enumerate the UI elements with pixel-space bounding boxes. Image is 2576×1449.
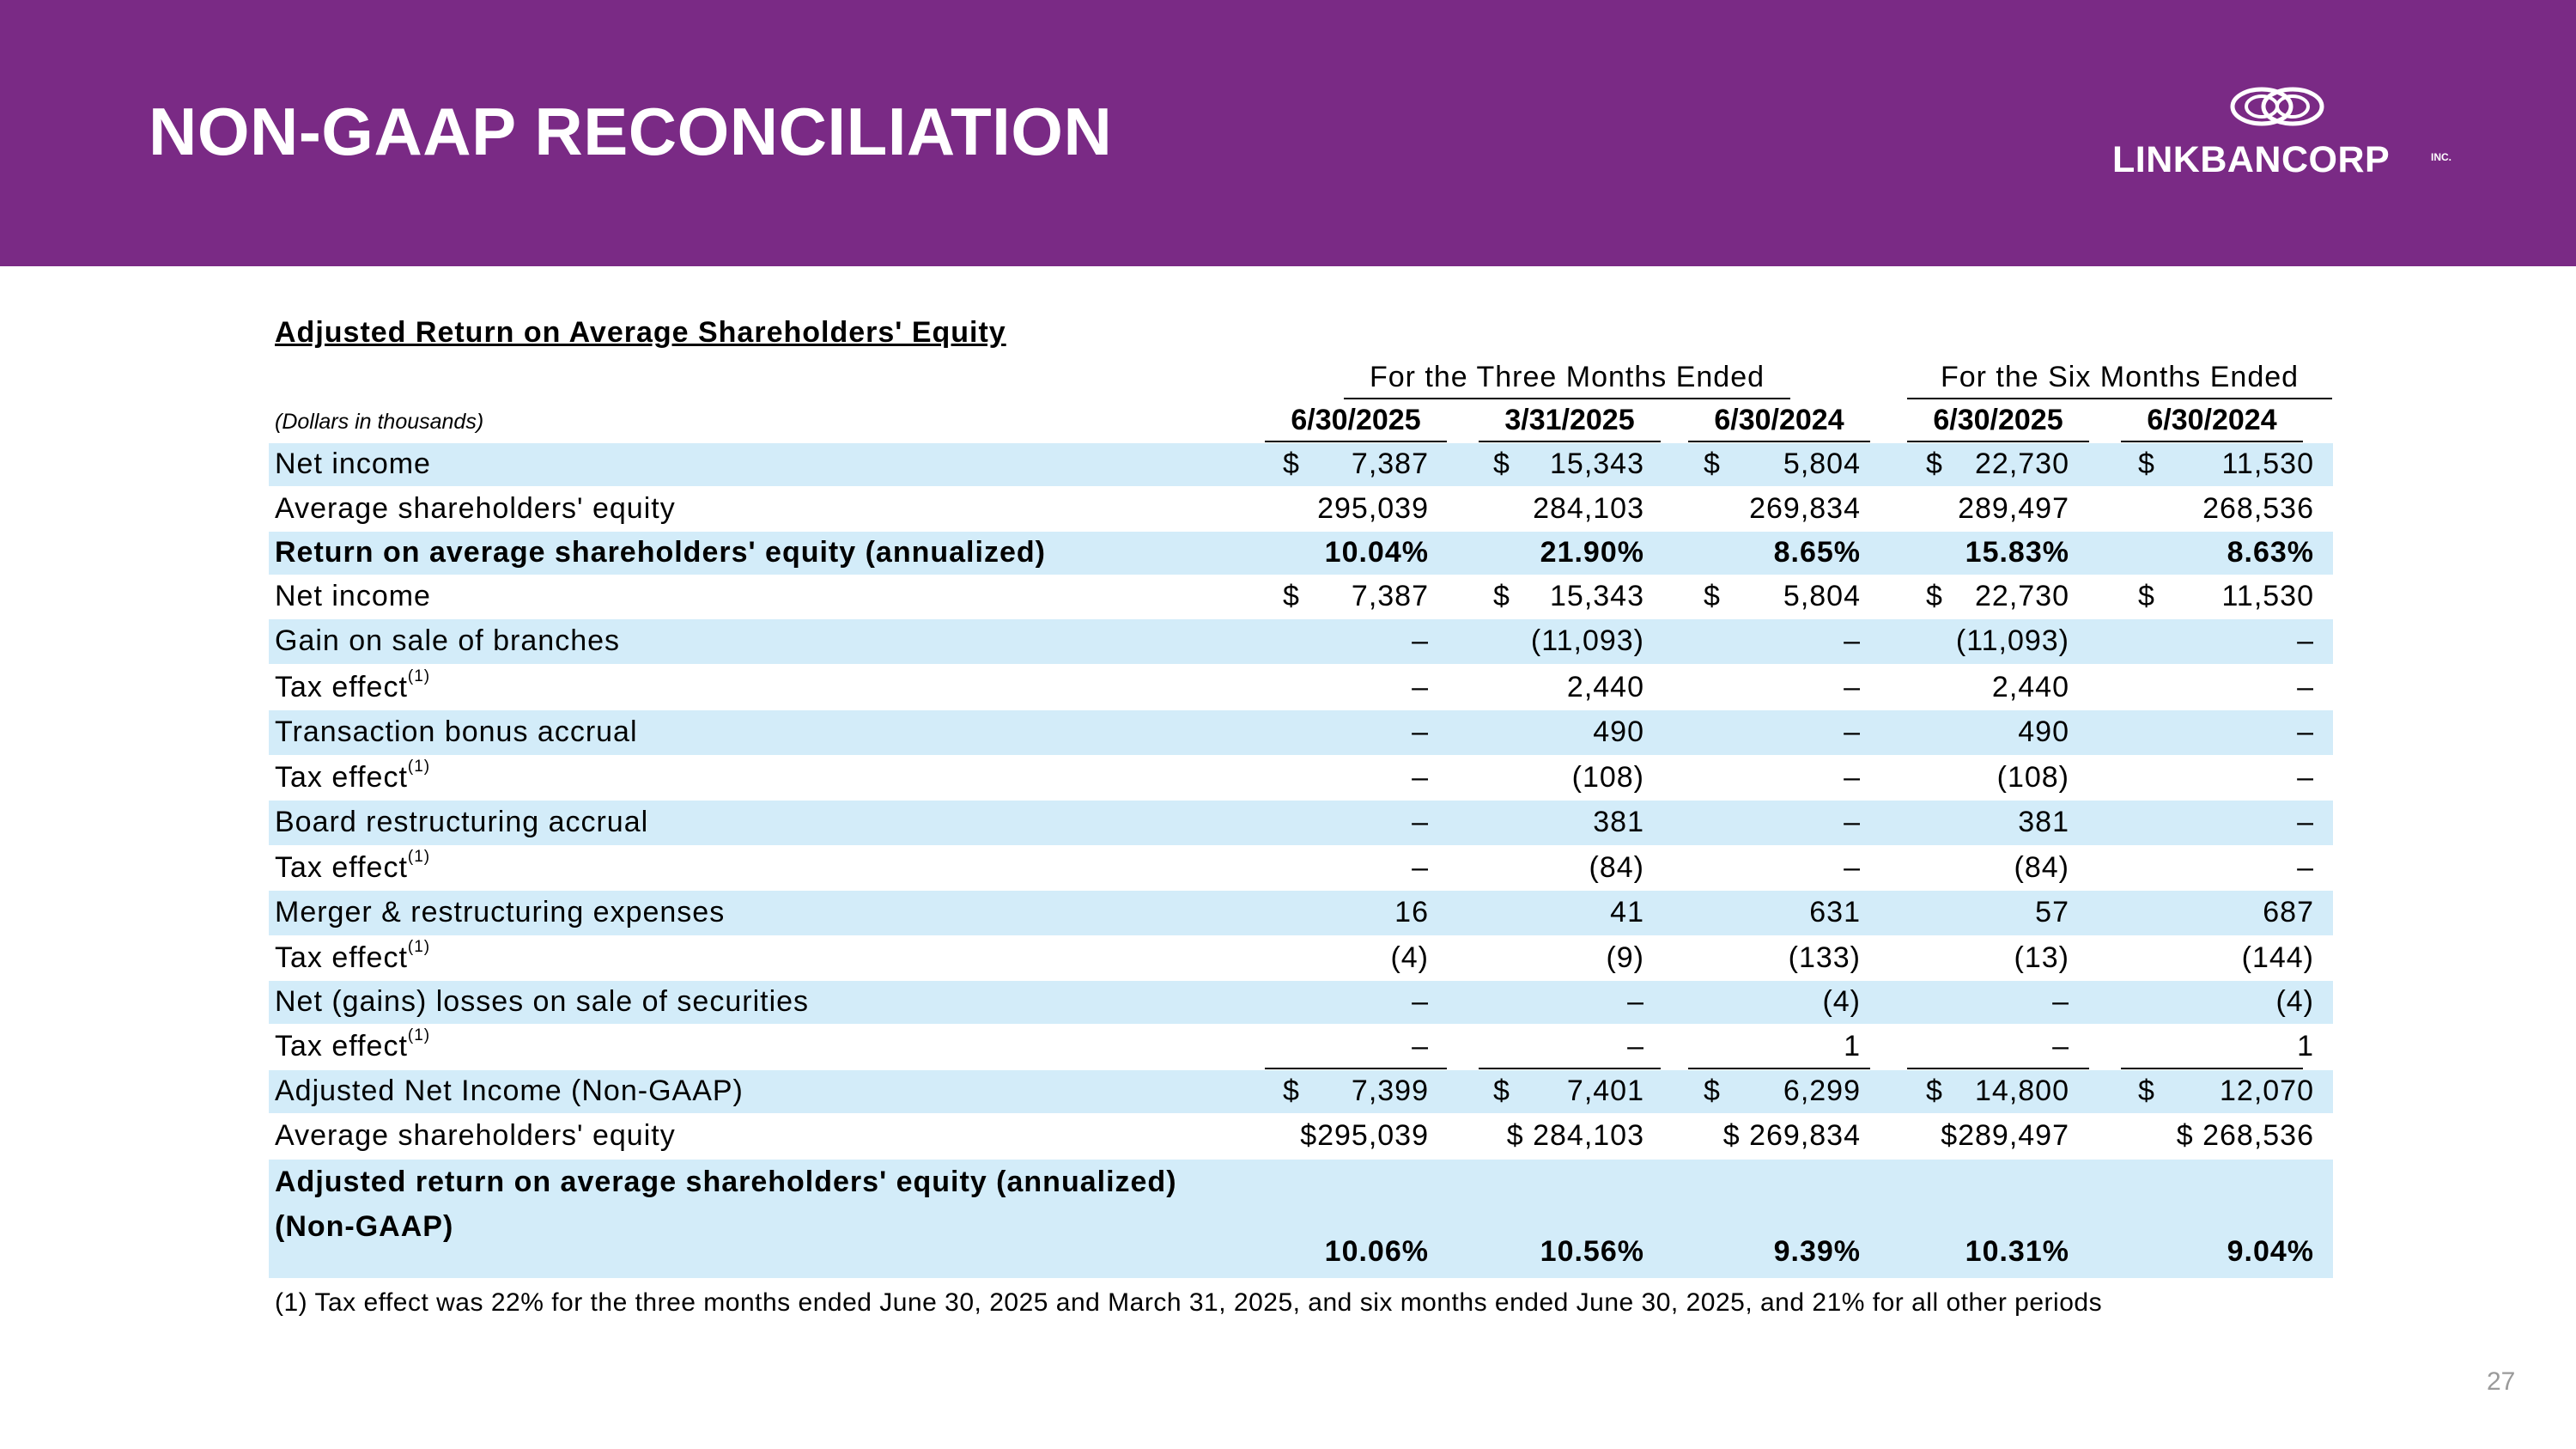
- table-cell: –: [1412, 985, 1429, 1018]
- table-cell: 57: [2035, 896, 2069, 928]
- row-label: Average shareholders' equity: [275, 1119, 676, 1152]
- row-label: Net income: [275, 447, 431, 480]
- subtotal-rule: [1479, 1068, 1661, 1069]
- table-cell: –: [1412, 806, 1429, 838]
- table-row: [269, 981, 2333, 1024]
- table-row: [269, 801, 2333, 845]
- units-note: (Dollars in thousands): [275, 410, 484, 434]
- table-cell: 11,530: [2221, 447, 2314, 480]
- page-title: NON-GAAP RECONCILIATION: [149, 94, 1113, 169]
- table-row: [269, 846, 2333, 891]
- table-cell: $295,039: [1300, 1119, 1429, 1152]
- table-cell: –: [2297, 851, 2314, 884]
- table-cell: –: [1844, 624, 1861, 657]
- page-number: 27: [2487, 1367, 2516, 1396]
- table-cell: 268,536: [2202, 492, 2314, 525]
- table-cell: 490: [1593, 715, 1644, 748]
- table-cell: 295,039: [1317, 492, 1429, 525]
- row-label: Board restructuring accrual: [275, 806, 649, 838]
- table-cell: 9.04%: [2227, 1235, 2314, 1268]
- subtotal-rule: [2121, 1068, 2303, 1069]
- dollar-sign: $: [2138, 447, 2155, 480]
- table-row: [269, 666, 2333, 710]
- company-logo: [2112, 84, 2456, 187]
- table-cell: (9): [1606, 941, 1644, 974]
- column-header: 6/30/2025: [1265, 404, 1447, 442]
- linked-rings-logo-icon: [2217, 84, 2337, 129]
- table-cell: 10.06%: [1324, 1235, 1429, 1268]
- table-cell: 16: [1394, 896, 1429, 928]
- row-label: Gain on sale of branches: [275, 624, 621, 657]
- row-label: Tax effect$^{(1)}$: [275, 848, 431, 884]
- group-header-six-months: For the Six Months Ended: [1907, 361, 2332, 399]
- table-cell: 284,103: [1533, 492, 1644, 525]
- table-cell: 15,343: [1550, 447, 1644, 480]
- dollar-sign: $: [1704, 1075, 1721, 1107]
- row-label: Transaction bonus accrual: [275, 715, 638, 748]
- table-row: [269, 532, 2333, 575]
- table-cell: $289,497: [1941, 1119, 2069, 1152]
- table-cell: 10.31%: [1965, 1235, 2069, 1268]
- table-cell: 14,800: [1975, 1075, 2069, 1107]
- row-label: Net (gains) losses on sale of securities: [275, 985, 810, 1018]
- table-cell: (84): [1589, 851, 1644, 884]
- table-cell: –: [2297, 761, 2314, 794]
- table-cell: –: [2052, 1030, 2069, 1062]
- column-header: 6/30/2025: [1907, 404, 2089, 442]
- table-cell: (108): [1571, 761, 1644, 794]
- table-cell: 9.39%: [1773, 1235, 1861, 1268]
- row-label: Adjusted return on average shareholders' equity (annualized) (Non-GAAP): [275, 1166, 1177, 1243]
- table-cell: 41: [1610, 896, 1644, 928]
- row-label: Return on average shareholders' equity (annualized): [275, 536, 1046, 569]
- table-cell: –: [1627, 1030, 1644, 1062]
- table-cell: –: [2297, 806, 2314, 838]
- subtotal-rule: [1907, 1068, 2089, 1069]
- table-cell: 687: [2263, 896, 2314, 928]
- table-cell: –: [1844, 806, 1861, 838]
- table-cell: –: [2297, 671, 2314, 703]
- table-row: [269, 1115, 2333, 1158]
- table-cell: 10.56%: [1540, 1235, 1644, 1268]
- table-cell: (84): [2014, 851, 2069, 884]
- table-cell: 10.04%: [1324, 536, 1429, 569]
- logo-wordmark: LINKBANCORP: [2112, 139, 2391, 180]
- logo-inc: INC.: [2431, 151, 2451, 163]
- dollar-sign: $: [1493, 580, 1510, 612]
- table-cell: (11,093): [1955, 624, 2069, 657]
- table-cell: (11,093): [1530, 624, 1644, 657]
- dollar-sign: $: [1283, 447, 1300, 480]
- table-cell: 269,834: [1749, 492, 1861, 525]
- table-cell: –: [1627, 985, 1644, 1018]
- table-cell: 490: [2018, 715, 2069, 748]
- dollar-sign: $: [1926, 580, 1943, 612]
- table-cell: 8.65%: [1773, 536, 1861, 569]
- group-header-three-months: For the Three Months Ended: [1344, 361, 1790, 399]
- table-row: [269, 443, 2333, 486]
- table-cell: –: [1412, 715, 1429, 748]
- table-cell: –: [1844, 761, 1861, 794]
- footnote-marker: (1): [407, 758, 431, 776]
- table-row: [269, 619, 2333, 664]
- table-cell: 381: [1593, 806, 1644, 838]
- table-title: Adjusted Return on Average Shareholders' Equity: [275, 316, 1006, 349]
- row-label: Tax effect$^{(1)}$: [275, 758, 431, 794]
- table-row: [269, 891, 2333, 935]
- table-cell: (133): [1788, 941, 1861, 974]
- table-cell: 15,343: [1550, 580, 1644, 612]
- footnote: (1) Tax effect was 22% for the three months ended June 30, 2025 and March 31, 2025, and six months ended June 30, 2025, and 21% for all other periods: [275, 1288, 2103, 1317]
- row-label: Adjusted Net Income (Non-GAAP): [275, 1075, 744, 1107]
- table-cell: 22,730: [1975, 447, 2069, 480]
- row-label: Tax effect$^{(1)}$: [275, 1026, 431, 1062]
- table-cell: 1: [1844, 1030, 1861, 1062]
- column-header: 6/30/2024: [2121, 404, 2303, 442]
- column-header: 6/30/2024: [1688, 404, 1870, 442]
- table-cell: 631: [1809, 896, 1861, 928]
- table-cell: –: [1412, 671, 1429, 703]
- table-cell: –: [1844, 671, 1861, 703]
- footnote-marker: (1): [407, 848, 431, 866]
- table-cell: –: [1844, 715, 1861, 748]
- column-header: 3/31/2025: [1479, 404, 1661, 442]
- dollar-sign: $: [1283, 1075, 1300, 1107]
- table-cell: 1: [2297, 1030, 2314, 1062]
- dollar-sign: $: [1926, 447, 1943, 480]
- dollar-sign: $: [2138, 1075, 2155, 1107]
- table-cell: 21.90%: [1540, 536, 1644, 569]
- dollar-sign: $: [1704, 580, 1721, 612]
- table-row: [269, 488, 2333, 531]
- table-cell: (144): [2241, 941, 2314, 974]
- row-label: Tax effect$^{(1)}$: [275, 938, 431, 974]
- table-cell: 22,730: [1975, 580, 2069, 612]
- table-row: [269, 1026, 2333, 1068]
- header-bar: [0, 0, 2576, 266]
- table-cell: –: [1412, 761, 1429, 794]
- footnote-marker: (1): [407, 1026, 431, 1044]
- table-cell: 8.63%: [2227, 536, 2314, 569]
- table-cell: –: [2052, 985, 2069, 1018]
- table-row: [269, 710, 2333, 755]
- dollar-sign: $: [2138, 580, 2155, 612]
- table-cell: 11,530: [2221, 580, 2314, 612]
- row-label: Merger & restructuring expenses: [275, 896, 726, 928]
- table-cell: –: [2297, 715, 2314, 748]
- table-cell: 7,387: [1351, 447, 1429, 480]
- table-cell: 2,440: [1991, 671, 2069, 703]
- table-cell: 381: [2018, 806, 2069, 838]
- table-row: [269, 575, 2333, 618]
- table-row: [269, 1070, 2333, 1113]
- footnote-marker: (1): [407, 938, 431, 956]
- row-label: Average shareholders' equity: [275, 492, 676, 525]
- table-cell: 12,070: [2220, 1075, 2314, 1107]
- table-cell: –: [1844, 851, 1861, 884]
- table-cell: (108): [1996, 761, 2069, 794]
- table-cell: 7,387: [1351, 580, 1429, 612]
- table-cell: 7,401: [1566, 1075, 1644, 1107]
- row-label: Net income: [275, 580, 431, 612]
- table-cell: 5,804: [1783, 580, 1861, 612]
- dollar-sign: $: [1283, 580, 1300, 612]
- dollar-sign: $: [1493, 1075, 1510, 1107]
- table-cell: (4): [1822, 985, 1861, 1018]
- dollar-sign: $: [1704, 447, 1721, 480]
- subtotal-rule: [1688, 1068, 1870, 1069]
- dollar-sign: $: [1926, 1075, 1943, 1107]
- subtotal-rule: [1265, 1068, 1447, 1069]
- table-cell: $ 268,536: [2176, 1119, 2314, 1152]
- table-cell: 2,440: [1566, 671, 1644, 703]
- table-cell: (13): [2014, 941, 2069, 974]
- table-cell: –: [1412, 851, 1429, 884]
- table-cell: 7,399: [1351, 1075, 1429, 1107]
- table-cell: (4): [2275, 985, 2314, 1018]
- table-cell: 289,497: [1958, 492, 2069, 525]
- footnote-marker: (1): [407, 667, 431, 685]
- table-cell: –: [1412, 1030, 1429, 1062]
- table-cell: 6,299: [1783, 1075, 1861, 1107]
- table-row: [269, 1160, 2333, 1278]
- table-cell: 5,804: [1783, 447, 1861, 480]
- dollar-sign: $: [1493, 447, 1510, 480]
- row-label: Tax effect$^{(1)}$: [275, 667, 431, 703]
- table-cell: –: [2297, 624, 2314, 657]
- table-cell: $ 269,834: [1722, 1119, 1861, 1152]
- table-row: [269, 936, 2333, 981]
- table-cell: (4): [1390, 941, 1429, 974]
- table-cell: –: [1412, 624, 1429, 657]
- table-cell: $ 284,103: [1506, 1119, 1644, 1152]
- table-cell: 15.83%: [1965, 536, 2069, 569]
- table-row: [269, 756, 2333, 801]
